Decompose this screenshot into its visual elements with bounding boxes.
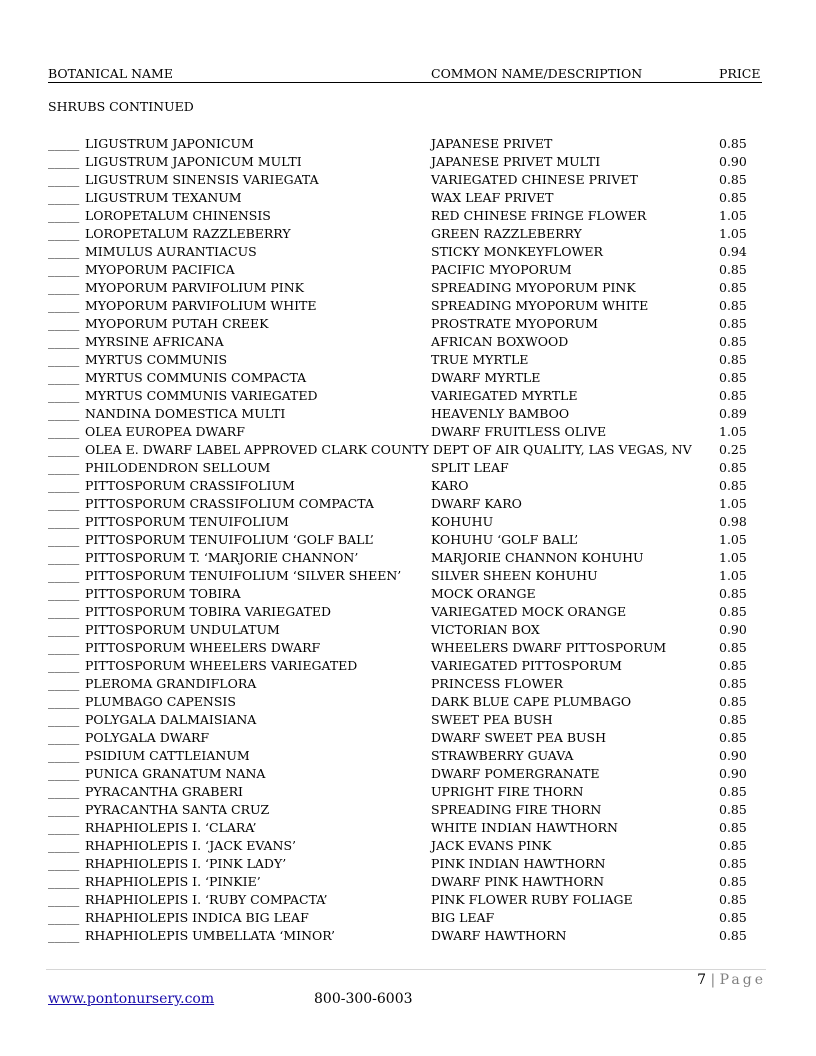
botanical-name: OLEA EUROPEA DWARF [85,424,245,439]
common-name: DWARF MYRTLE [431,370,541,385]
order-blank[interactable]: _____ [48,388,80,403]
common-name: VARIEGATED CHINESE PRIVET [431,172,638,187]
botanical-name: RHAPHIOLEPIS I. ‘PINKIE’ [85,874,261,889]
page-separator: | [710,972,716,988]
common-name: KOHUHU ‘GOLF BALL’ [431,532,579,547]
order-blank[interactable]: _____ [48,802,80,817]
common-name: VARIEGATED MOCK ORANGE [431,604,627,619]
botanical-name: MYRTUS COMMUNIS [85,352,228,367]
botanical-name: PITTOSPORUM CRASSIFOLIUM [85,478,295,493]
botanical-name: LIGUSTRUM TEXANUM [85,190,242,205]
table-row [48,783,762,801]
order-blank[interactable]: _____ [48,730,80,745]
table-row [48,207,762,225]
common-name: PINK INDIAN HAWTHORN [431,856,606,871]
botanical-name: PITTOSPORUM TOBIRA VARIEGATED [85,604,332,619]
order-blank[interactable]: _____ [48,712,80,727]
price: 1.05 [719,208,747,223]
table-row [48,297,762,315]
botanical-name: PITTOSPORUM TOBIRA [85,586,241,601]
botanical-name: RHAPHIOLEPIS UMBELLATA ‘MINOR’ [85,928,335,943]
common-name: PROSTRATE MYOPORUM [431,316,598,331]
order-blank[interactable]: _____ [48,532,80,547]
common-name: SPLIT LEAF [431,460,509,475]
price: 0.90 [719,748,747,763]
order-blank[interactable]: _____ [48,910,80,925]
common-name: DARK BLUE CAPE PLUMBAGO [431,694,632,709]
botanical-name: RHAPHIOLEPIS I. ‘RUBY COMPACTA’ [85,892,328,907]
botanical-name: PHILODENDRON SELLOUM [85,460,271,475]
common-name: DWARF SWEET PEA BUSH [431,730,607,745]
table-row [48,927,762,945]
common-name: VARIEGATED MYRTLE [431,388,578,403]
common-name: RED CHINESE FRINGE FLOWER [431,208,647,223]
common-name: TRUE MYRTLE [431,352,529,367]
botanical-name: RHAPHIOLEPIS INDICA BIG LEAF [85,910,309,925]
price: 0.85 [719,478,747,493]
botanical-name: PITTOSPORUM UNDULATUM [85,622,280,637]
common-name: PACIFIC MYOPORUM [431,262,572,277]
price: 0.85 [719,316,747,331]
common-name: DWARF KARO [431,496,522,511]
price: 0.85 [719,676,747,691]
botanical-name: POLYGALA DALMAISIANA [85,712,257,727]
price: 0.85 [719,694,747,709]
price: 0.85 [719,190,747,205]
botanical-name: MYOPORUM PARVIFOLIUM PINK [85,280,304,295]
common-name: PRINCESS FLOWER [431,676,563,691]
price: 0.85 [719,640,747,655]
botanical-name: LOROPETALUM RAZZLEBERRY [85,226,291,241]
table-row [48,495,762,513]
price: 0.90 [719,154,747,169]
botanical-name: MYRTUS COMMUNIS COMPACTA [85,370,307,385]
order-blank[interactable]: _____ [48,298,80,313]
botanical-name: PITTOSPORUM WHEELERS DWARF [85,640,321,655]
price: 0.85 [719,604,747,619]
table-row [48,135,762,153]
common-name: JACK EVANS PINK [431,838,552,853]
price: 0.85 [719,802,747,817]
price: 0.85 [719,586,747,601]
price: 0.98 [719,514,747,529]
botanical-name: PSIDIUM CATTLEIANUM [85,748,250,763]
header-price: PRICE [719,66,761,81]
table-row [48,405,762,423]
header-common-name: COMMON NAME/DESCRIPTION [431,66,643,81]
order-blank[interactable]: _____ [48,856,80,871]
order-blank[interactable]: _____ [48,586,80,601]
botanical-name: MYOPORUM PUTAH CREEK [85,316,269,331]
order-blank[interactable]: _____ [48,208,80,223]
order-blank[interactable]: _____ [48,406,80,421]
table-row [48,693,762,711]
common-name: JAPANESE PRIVET MULTI [431,154,601,169]
price: 0.85 [719,712,747,727]
table-row [48,909,762,927]
order-blank[interactable]: _____ [48,784,80,799]
table-row [48,441,762,459]
price: 1.05 [719,568,747,583]
order-blank[interactable]: _____ [48,640,80,655]
table-row [48,801,762,819]
botanical-name: PITTOSPORUM TENUIFOLIUM ‘SILVER SHEEN’ [85,568,402,583]
price: 0.85 [719,352,747,367]
table-row [48,387,762,405]
table-row [48,531,762,549]
botanical-name: PITTOSPORUM CRASSIFOLIUM COMPACTA [85,496,374,511]
table-row [48,729,762,747]
common-name: SPREADING MYOPORUM PINK [431,280,636,295]
botanical-name: RHAPHIOLEPIS I. ‘CLARA’ [85,820,257,835]
table-row [48,711,762,729]
common-name: STICKY MONKEYFLOWER [431,244,603,259]
common-name: SWEET PEA BUSH [431,712,553,727]
price: 1.05 [719,550,747,565]
price: 0.89 [719,406,747,421]
botanical-name: OLEA E. DWARF LABEL APPROVED CLARK COUNTY DEPT OF AIR QUALITY, LAS VEGAS, NV [85,442,692,457]
botanical-name: MYOPORUM PACIFICA [85,262,235,277]
botanical-name: MYRSINE AFRICANA [85,334,224,349]
common-name: UPRIGHT FIRE THORN [431,784,584,799]
botanical-name: PLUMBAGO CAPENSIS [85,694,236,709]
price: 0.90 [719,622,747,637]
botanical-name: LOROPETALUM CHINENSIS [85,208,271,223]
order-blank[interactable]: _____ [48,496,80,511]
order-blank[interactable]: _____ [48,190,80,205]
price: 1.05 [719,424,747,439]
table-row [48,891,762,909]
page-label: Page [719,972,766,988]
order-blank[interactable]: _____ [48,838,80,853]
section-title: SHRUBS CONTINUED [48,99,194,114]
common-name: BIG LEAF [431,910,495,925]
common-name: DWARF POMERGRANATE [431,766,600,781]
botanical-name: PITTOSPORUM T. ‘MARJORIE CHANNON’ [85,550,359,565]
table-row [48,171,762,189]
common-name: SILVER SHEEN KOHUHU [431,568,598,583]
order-blank[interactable]: _____ [48,316,80,331]
price: 0.85 [719,262,747,277]
price: 0.85 [719,658,747,673]
common-name: MARJORIE CHANNON KOHUHU [431,550,644,565]
botanical-name: MYRTUS COMMUNIS VARIEGATED [85,388,318,403]
order-blank[interactable]: _____ [48,550,80,565]
order-blank[interactable]: _____ [48,514,80,529]
table-row [48,477,762,495]
common-name: AFRICAN BOXWOOD [431,334,569,349]
table-row [48,189,762,207]
botanical-name: PYRACANTHA SANTA CRUZ [85,802,270,817]
table-row [48,459,762,477]
price: 0.85 [719,136,747,151]
botanical-name: RHAPHIOLEPIS I. ‘PINK LADY’ [85,856,287,871]
table-row [48,855,762,873]
order-blank[interactable]: _____ [48,154,80,169]
common-name: DWARF HAWTHORN [431,928,567,943]
order-blank[interactable]: _____ [48,820,80,835]
price: 1.05 [719,226,747,241]
price: 0.85 [719,280,747,295]
order-blank[interactable]: _____ [48,622,80,637]
order-blank[interactable]: _____ [48,892,80,907]
order-blank[interactable]: _____ [48,568,80,583]
table-row [48,603,762,621]
botanical-name: PITTOSPORUM TENUIFOLIUM [85,514,289,529]
price: 0.85 [719,928,747,943]
table-row [48,225,762,243]
common-name: WHEELERS DWARF PITTOSPORUM [431,640,667,655]
phone-number: 800-300-6003 [314,991,413,1007]
order-blank[interactable]: _____ [48,136,80,151]
botanical-name: MIMULUS AURANTIACUS [85,244,257,259]
botanical-name: PUNICA GRANATUM NANA [85,766,266,781]
price: 0.85 [719,334,747,349]
table-row [48,243,762,261]
order-blank[interactable]: _____ [48,442,80,457]
common-name: DWARF PINK HAWTHORN [431,874,605,889]
common-name: KARO [431,478,469,493]
table-row [48,819,762,837]
price: 0.85 [719,298,747,313]
page-number-value: 7 [697,972,706,988]
order-blank[interactable]: _____ [48,424,80,439]
order-blank[interactable]: _____ [48,226,80,241]
order-blank[interactable]: _____ [48,262,80,277]
common-name: KOHUHU [431,514,494,529]
price: 0.25 [719,442,747,457]
common-name: STRAWBERRY GUAVA [431,748,574,763]
common-name: DWARF FRUITLESS OLIVE [431,424,607,439]
header-botanical-name: BOTANICAL NAME [48,66,173,81]
botanical-name: PITTOSPORUM WHEELERS VARIEGATED [85,658,358,673]
table-row [48,837,762,855]
column-header-row [48,66,762,83]
order-blank[interactable]: _____ [48,604,80,619]
table-row [48,513,762,531]
table-row [48,549,762,567]
table-row [48,315,762,333]
botanical-name: PLEROMA GRANDIFLORA [85,676,257,691]
botanical-name: POLYGALA DWARF [85,730,210,745]
botanical-name: MYOPORUM PARVIFOLIUM WHITE [85,298,317,313]
table-row [48,423,762,441]
table-row [48,585,762,603]
common-name: MOCK ORANGE [431,586,536,601]
price: 0.85 [719,460,747,475]
table-row [48,153,762,171]
price: 1.05 [719,496,747,511]
common-name: SPREADING FIRE THORN [431,802,602,817]
table-row [48,369,762,387]
footer-divider [46,969,766,970]
common-name: HEAVENLY BAMBOO [431,406,570,421]
page-number [697,972,766,988]
order-blank[interactable]: _____ [48,280,80,295]
botanical-name: RHAPHIOLEPIS I. ‘JACK EVANS’ [85,838,297,853]
price: 0.85 [719,820,747,835]
common-name: JAPANESE PRIVET [431,136,553,151]
price: 1.05 [719,532,747,547]
botanical-name: PYRACANTHA GRABERI [85,784,243,799]
price: 0.90 [719,766,747,781]
order-blank[interactable]: _____ [48,352,80,367]
order-blank[interactable]: _____ [48,244,80,259]
website-link[interactable]: www.pontonursery.com [48,991,215,1007]
table-row [48,279,762,297]
table-row [48,747,762,765]
order-blank[interactable]: _____ [48,766,80,781]
common-name: PINK FLOWER RUBY FOLIAGE [431,892,633,907]
order-blank[interactable]: _____ [48,874,80,889]
botanical-name: PITTOSPORUM TENUIFOLIUM ‘GOLF BALL’ [85,532,374,547]
table-row [48,639,762,657]
order-blank[interactable]: _____ [48,928,80,943]
common-name: WAX LEAF PRIVET [431,190,554,205]
table-row [48,765,762,783]
price: 0.85 [719,388,747,403]
common-name: SPREADING MYOPORUM WHITE [431,298,649,313]
price: 0.85 [719,730,747,745]
table-row [48,333,762,351]
table-row [48,351,762,369]
price: 0.85 [719,856,747,871]
table-row [48,657,762,675]
order-blank[interactable]: _____ [48,658,80,673]
order-blank[interactable]: _____ [48,694,80,709]
order-blank[interactable]: _____ [48,370,80,385]
order-blank[interactable]: _____ [48,676,80,691]
table-row [48,567,762,585]
plant-list [48,135,762,945]
price: 0.85 [719,172,747,187]
botanical-name: NANDINA DOMESTICA MULTI [85,406,286,421]
common-name: WHITE INDIAN HAWTHORN [431,820,618,835]
order-blank[interactable]: _____ [48,748,80,763]
price: 0.85 [719,874,747,889]
price: 0.94 [719,244,747,259]
price: 0.85 [719,892,747,907]
table-row [48,675,762,693]
order-blank[interactable]: _____ [48,172,80,187]
table-row [48,621,762,639]
price: 0.85 [719,784,747,799]
common-name: VARIEGATED PITTOSPORUM [431,658,622,673]
common-name: GREEN RAZZLEBERRY [431,226,582,241]
order-blank[interactable]: _____ [48,478,80,493]
table-row [48,261,762,279]
price: 0.85 [719,910,747,925]
botanical-name: LIGUSTRUM JAPONICUM MULTI [85,154,302,169]
order-blank[interactable]: _____ [48,460,80,475]
price: 0.85 [719,838,747,853]
botanical-name: LIGUSTRUM JAPONICUM [85,136,254,151]
botanical-name: LIGUSTRUM SINENSIS VARIEGATA [85,172,319,187]
order-blank[interactable]: _____ [48,334,80,349]
table-row [48,873,762,891]
common-name: VICTORIAN BOX [431,622,540,637]
price: 0.85 [719,370,747,385]
